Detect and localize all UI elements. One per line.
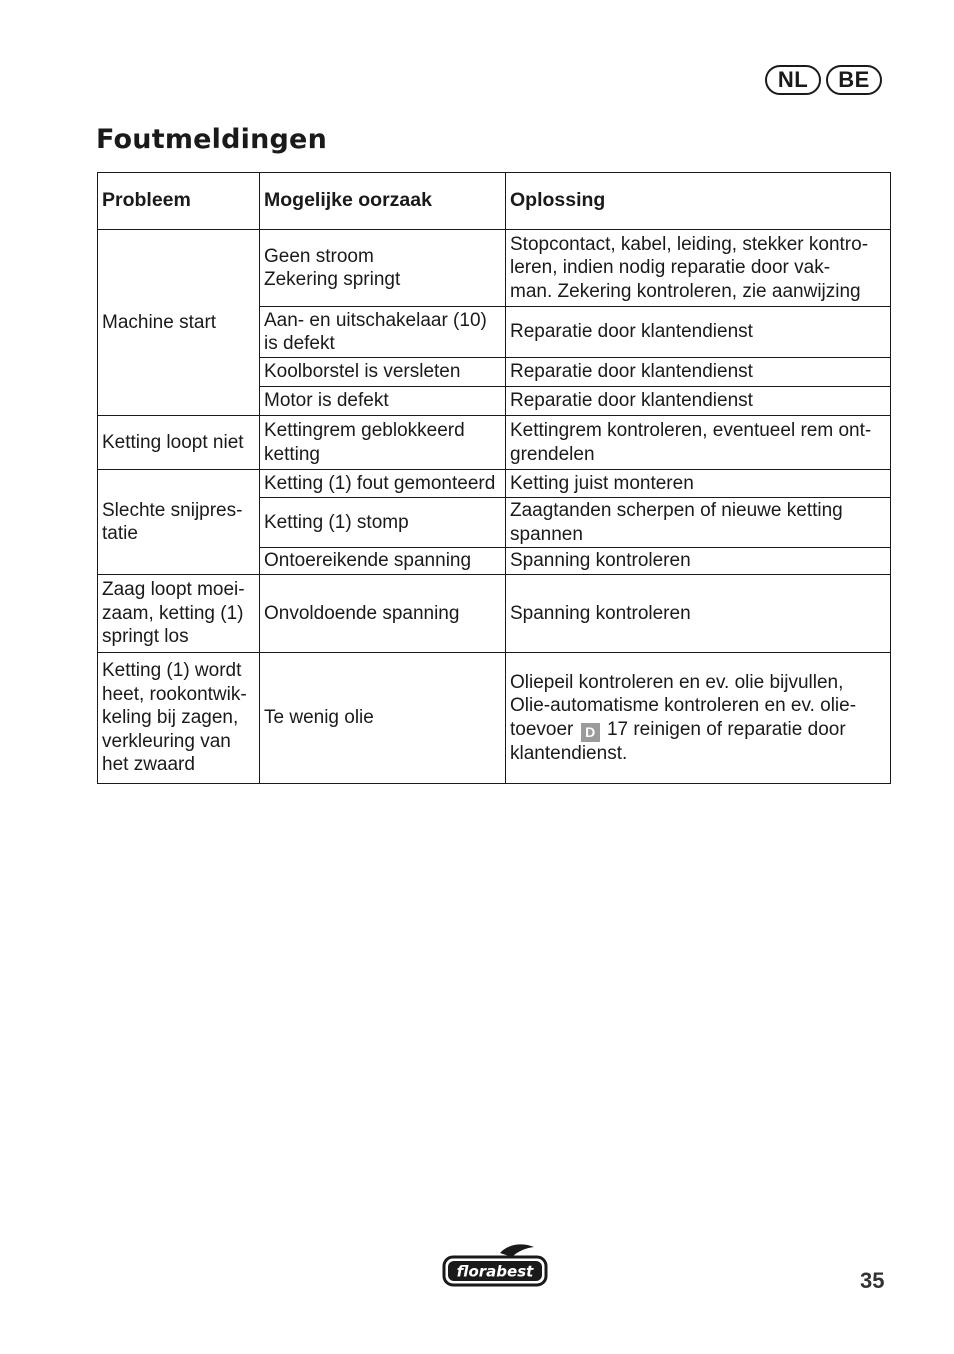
solution-text-part: Oliepeil kontroleren en ev. olie bijvullen, Olie-automatisme kontroleren en ev. olie- toevoer [510, 671, 857, 740]
cause-cell: Ontoereikende spanning [260, 548, 506, 575]
troubleshooting-table [97, 172, 891, 784]
logo-wordmark: florabest [456, 1262, 534, 1281]
table-row [98, 575, 891, 653]
cause-cell: Ketting (1) stomp [260, 498, 506, 548]
table-row [98, 230, 891, 307]
florabest-logo [442, 1243, 548, 1287]
page-number: 35 [860, 1268, 885, 1293]
cause-cell: Kettingrem geblokkeerd ketting [260, 416, 506, 470]
cause-cell: Koolborstel is versleten [260, 358, 506, 387]
problem-cell: Ketting (1) wordt heet, rookontwik- keling bij zagen, verkleuring van het zwaard [98, 653, 260, 784]
cause-cell: Motor is defekt [260, 387, 506, 416]
cause-cell: Ketting (1) fout gemonteerd [260, 470, 506, 498]
table-row [98, 470, 891, 498]
solution-cell: Zaagtanden scherpen of nieuwe ketting spannen [506, 498, 891, 548]
column-header-cause: Mogelijke oorzaak [260, 173, 506, 230]
language-badges [765, 65, 882, 95]
solution-cell: Stopcontact, kabel, leiding, stekker kontro- leren, indien nodig reparatie door vak- man. Zekering kontroleren, zie aanwijzing [506, 230, 891, 307]
table-row [98, 416, 891, 470]
table-header-row [98, 173, 891, 230]
problem-cell: Zaag loopt moei- zaam, ketting (1) springt los [98, 575, 260, 653]
problem-cell: Slechte snijpres- tatie [98, 470, 260, 575]
solution-cell: Reparatie door klantendienst [506, 358, 891, 387]
solution-cell [506, 653, 891, 784]
table-row [98, 653, 891, 784]
problem-cell: Machine start [98, 230, 260, 416]
cause-cell: Aan- en uitschakelaar (10) is defekt [260, 307, 506, 358]
reference-d-icon: D [581, 723, 600, 742]
solution-cell: Reparatie door klantendienst [506, 387, 891, 416]
language-badge-be: BE [826, 65, 882, 95]
column-header-problem: Probleem [98, 173, 260, 230]
language-badge-nl: NL [765, 65, 821, 95]
problem-cell: Ketting loopt niet [98, 416, 260, 470]
cause-cell: Te wenig olie [260, 653, 506, 784]
solution-cell: Reparatie door klantendienst [506, 307, 891, 358]
cause-cell: Geen stroom Zekering springt [260, 230, 506, 307]
page-title: Foutmeldingen [96, 124, 327, 155]
logo-leaf-icon [500, 1244, 534, 1257]
cause-cell: Onvoldoende spanning [260, 575, 506, 653]
solution-cell: Kettingrem kontroleren, eventueel rem ont- grendelen [506, 416, 891, 470]
solution-cell: Ketting juist monteren [506, 470, 891, 498]
solution-text-part: 17 reinigen of reparatie door klantendienst. [510, 718, 846, 764]
solution-cell: Spanning kontroleren [506, 548, 891, 575]
column-header-solution: Oplossing [506, 173, 891, 230]
solution-cell: Spanning kontroleren [506, 575, 891, 653]
